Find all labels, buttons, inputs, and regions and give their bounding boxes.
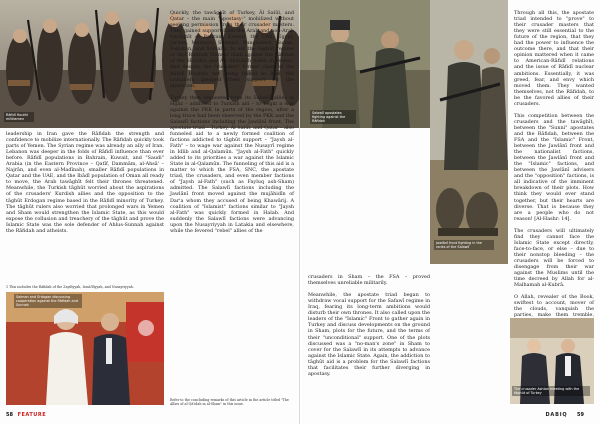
left-footer <box>6 412 46 418</box>
footnote: 1 This includes the Rāfidah of the Zaydīyyah, Ismā'īlīyyah, and Nusayriyyah. <box>6 285 134 289</box>
paragraph: Through all this, the apostate triad intended to "prove" to their crusader masters that they were still essential to the future of the region, that they had the power to influence the outcome there, and that their opinion mattered when it came to American-Rāfidī relations and the issue of Rāfidī nuclear ambitions. Essentially, it was greed, fear, and envy which moved them. They wanted themselves, not the Rāfidah, to be the favored allies of their crusaders. This competition between the crusaders and the tawāghīt, between the "Sunni" apostates and the Rāfidah, between the FSA and the "Islamic" Front, between the Jawlānī front and the nationalist factions, between the Jawlānī front and the "Islamic" factions, and between the Jawlānī advisers and the "opposition" factions, is all indicative of the imminent breakdown of their plots. How think they would ever stand together, but their hearts are diverse. That is because they are a people who do not reason! [Al-Hashr: 14]. The crusaders will ultimately find they cannot face the Islamic State except directly, face-to-face, or else – due to their nonstop bleeding – the crusaders will be forced to disengage from their war against the Muslims until the time decreed by Allah for al-Malhamah al-Kubrā. O Allah, revealer of the Book, swiftest to account, mover of the clouds, vanquish the parties, make them tremble, <box>514 10 594 319</box>
left-column-text <box>6 131 164 239</box>
photo-ashton-turkey <box>510 318 594 404</box>
photo-caption: Jawlānī front fighting in the ranks of the Salawlī <box>434 240 494 250</box>
photo-caption: The crusader Ashton meeting with the tāghūt of Turkey <box>512 386 590 396</box>
section-label: FEATURE <box>17 412 47 418</box>
page-number: 58 <box>6 412 13 418</box>
paragraph: leadership in Iran gave the Rāfidah the strength and confidence to mobilize internationally. The Rāfidah quickly took parts of Yemen. The Syrian regime was already an ally of Iran. Lebanon was deeper in the folds of Rāfidī influence than ever before. Rāfidī populations in Bahrain, Kuwait, and "Saudi" Arabia (in the Eastern Province – Qatīf, Dammām, al-Ahsā' – Najrān, and even al-Madīnah), smaller Rāfidī populations in Qatar and the UAE, and the Ibādī population of Oman all ready to move, the Arab tawāghīt felt their thrones threatened. Meanwhile, the Turkish tāghūt worried about the aspirations of the crusaders' Kurdish allies and the opposition to the tāghūt Erdogan regime based in the Rāfidī minority of Turkey. The tāghūt rulers also worried that prolonged wars in Yemen and Sham would strengthen the Islamic State, as this would expose the collusion and treachery of the tāghūt and prove the Islamic State was the sole defender of Ahlus-Sunnah against the Rāfidah and atheists. <box>6 131 164 234</box>
middle-footnote: Refer to the concluding remarks of this article in the article titled "The Allies of al-Qā'idah in al-Sham" in this issue. <box>170 398 289 406</box>
paragraph: Quickly, the tawāghīt of Turkey, Āl Salūl, and Qatar – the main "apostasy-" mobilized without seeking permission from their crusader masters. They gained support from the Arab and non-Arab tawāghīt of Bahrain, Kuwait, the UAE, Egypt, Jordan, Morocco, Senegal, Bangladesh, Sudan, Pakistan, and Somalia, to aid the tāghūt regime of Abd Rabbuh Mansur Hadi against the Rāfidah of the Houthis and Ali Abdullah Saleh in Yemen. And despite the crusaders' former claim of the Rāfidī Houthis not being linked to Iran, the crusaders pledged their support for the operation. Turkey then requested from its Salawlī allies in Hijāz – addicted to Turkish aid – to begin a war against the PKK in parts of the region, after a long truce had been observed by the PKK and the Salawlī factions including the Jawlānī front. The apostate triad – Turkey, Āl Salūl, and Qatar – also funneled aid to a newly formed coalition of factions addicted to tāghūt support – "Jaysh al-Fath" – to wage war against the Nusayrī regime in Idlib and al-Qalamūn. "Jaysh al-Fath" quickly added to its priorities a war against the Islamic State in al-Qalamūn. The funneling of this aid is a matter to which the FSA, SNC, the apostate triad, the crusaders, and even member factions of "Jaysh al-Fath" (such as Fayluq ash-Sham) admitted. The Salawlī factions including the Jawlānī front moved against the mujāhidīn of Dar'a whom they accused of being Khawārij. A coalition of "Islamist" factions similar to "Jaysh al-Fath" was quickly formed in Halab. And suddenly the Salawlī factions were advancing upon the Nusayriyyah in Latakia and elsewhere, while the fevered "rebel" allies of the <box>170 10 294 234</box>
right-page <box>300 0 600 424</box>
photo-salman-erdogan <box>6 292 164 405</box>
handshake-image <box>6 292 164 405</box>
lower-column-text <box>308 268 430 388</box>
right-footer <box>545 412 584 418</box>
paragraph: crusaders in Sham – the FSA – proved themselves unreliable militarily. Meanwhile, the apostate triad began to withdraw vocal support for the Safawī regime in Iraq, fearing its long-term ambitions would disturb their own thrones. It also called upon the leaders of the "Islamic" Front to gather again in Turkey and discuss developments on the ground in Sham, plots for the future, and the terms of their "unconditional" support. One of the plots discussed was a "no-man's zone" in Sham to cover for the Salawlī in its attempts to advance against the Islamic State. Again, the addiction to tāghūt aid is a problem for the Salawlī factions that facilitates their further diverging in apostasy. <box>308 274 430 377</box>
middle-column-text <box>170 4 294 245</box>
jawlani-image <box>430 0 508 264</box>
photo-caption: Salman and Erdogan discussing cooperation against the Rāfidah and Sunnah <box>14 294 82 308</box>
photo-jawlani-fighters <box>430 0 508 264</box>
fighters-image <box>300 0 430 128</box>
photo-salawli-fighters <box>300 0 430 128</box>
right-column-text <box>514 4 594 336</box>
page-number: 59 <box>577 412 584 418</box>
magazine-name: DABIQ <box>545 412 568 418</box>
photo-caption: Rāfidī Houthi militiamen <box>4 112 34 122</box>
photo-caption: Salawlī apostates fighting against the Rāfidah <box>310 110 356 124</box>
